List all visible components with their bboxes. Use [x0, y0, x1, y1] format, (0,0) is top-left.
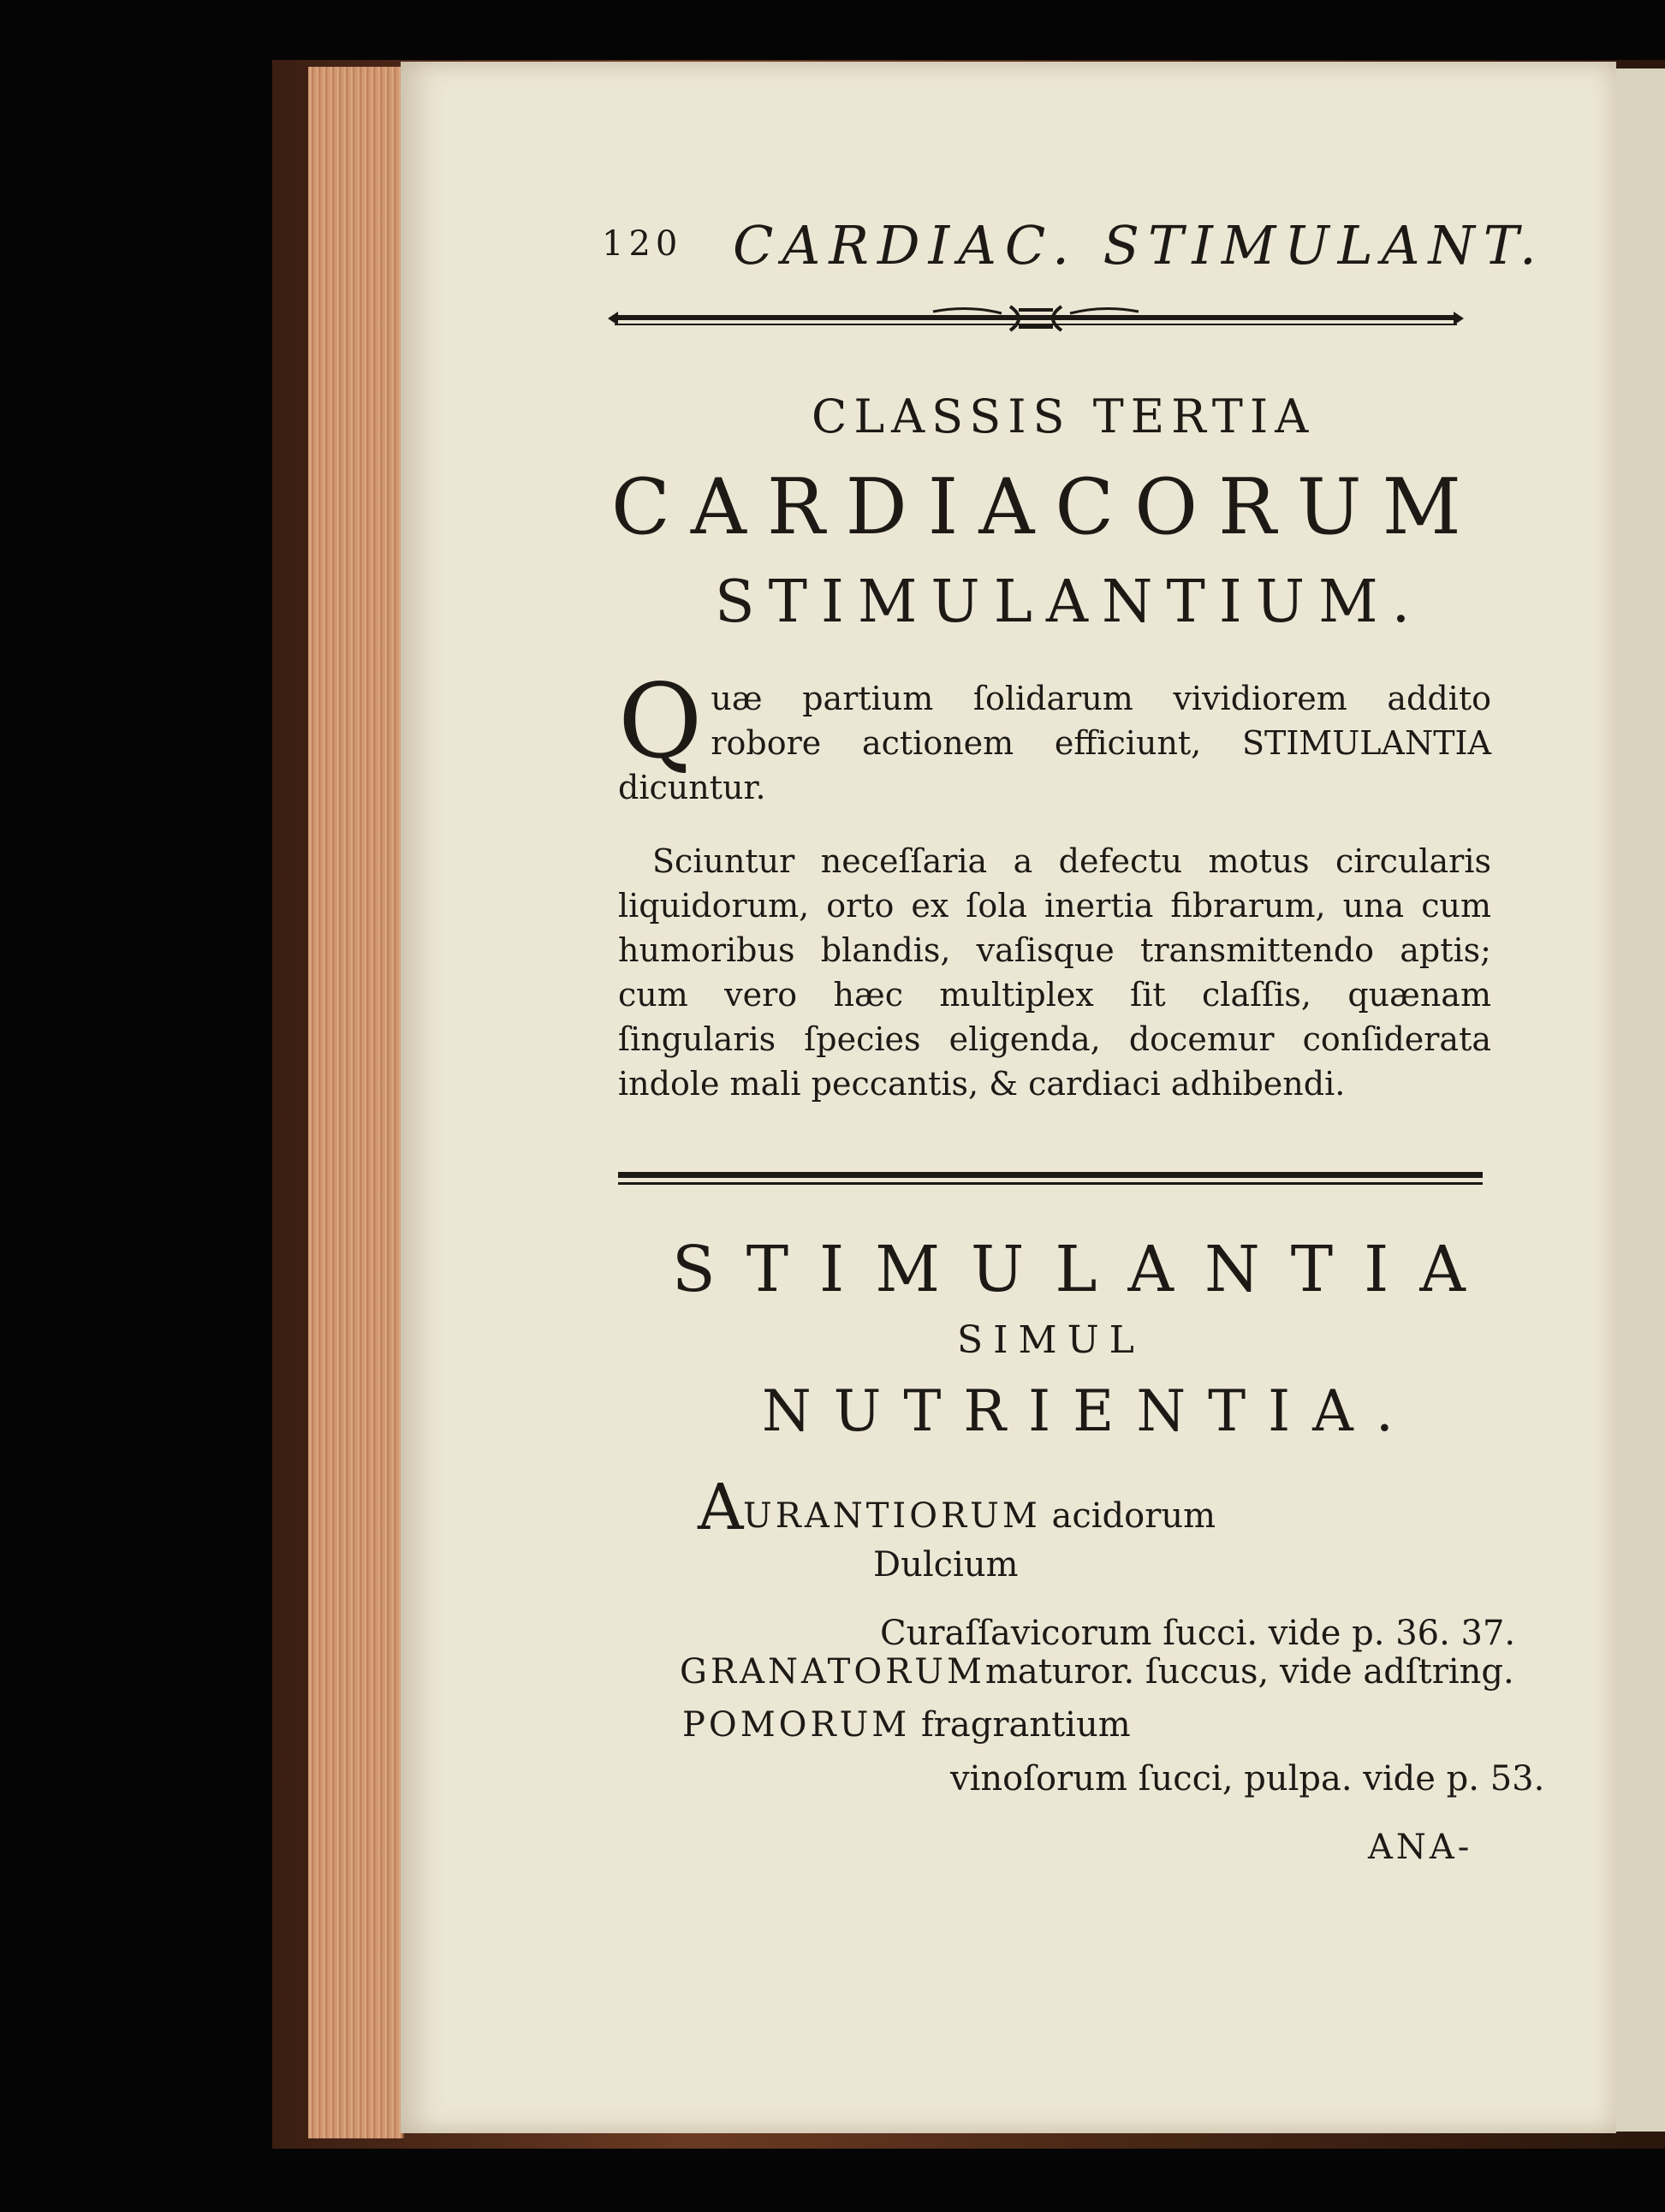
- entry-initial: A: [698, 1471, 744, 1544]
- entry-pomorum-text: fragrantium: [910, 1705, 1131, 1745]
- entry-aurantiorum: [743, 1496, 1216, 1536]
- catchword: ANA-: [1368, 1828, 1473, 1867]
- facing-page-edge: [1609, 68, 1665, 2132]
- class-title: CLASSIS TERTIA: [812, 389, 1316, 443]
- main-title: CARDIACORUM: [611, 462, 1482, 552]
- body-paragraph: Sciuntur neceſſaria a defectu motus circularis liquidorum, orto ex ſola inertia fibrarum, una cum humoribus blandis, vaſisque transmittendo aptis; cum vero hæc multiplex ſit claſſis, quænam ſingularis ſpecies eligenda, docemur conſiderata indole mali peccantis, & cardiaci adhibendi.: [618, 842, 1491, 1103]
- entry-aurantiorum-text: acidorum: [1040, 1496, 1216, 1536]
- entry-granatorum-text: maturor. ſuccus, vide adſtring.: [984, 1652, 1514, 1692]
- double-rule: [618, 1168, 1483, 1189]
- page-edges: [308, 67, 404, 2138]
- entry-dulcium: Dulcium: [873, 1545, 1019, 1585]
- entry-pomorum-caps: POMORUM: [682, 1705, 911, 1745]
- entry-vinosorum: vinoſorum ſucci, pulpa. vide p. 53.: [950, 1759, 1545, 1799]
- entry-granatorum: [680, 1652, 1514, 1692]
- section-subtitle: NUTRIENTIA.: [762, 1378, 1416, 1444]
- sub-title: STIMULANTIUM.: [715, 568, 1424, 636]
- section-title: STIMULANTIA: [672, 1233, 1496, 1306]
- entry-granatorum-caps: GRANATORUM: [680, 1652, 985, 1692]
- section-simul: SIMUL: [957, 1318, 1145, 1362]
- entry-pomorum: [682, 1705, 1131, 1745]
- intro-paragraph: [618, 663, 1491, 810]
- intro-text: uæ partium ſolidarum vividiorem addito robore actionem efficiunt, STIMULANTIA dicuntur.: [618, 680, 1491, 806]
- entry-aurantiorum-caps: URANTIORUM: [743, 1496, 1041, 1536]
- entry-curassavicorum: Curaſſavicorum ſucci. vide p. 36. 37.: [880, 1614, 1516, 1653]
- ornament-rule: [608, 301, 1464, 336]
- page-number: 120: [602, 224, 683, 264]
- drop-cap: Q: [618, 663, 703, 782]
- running-head: CARDIAC. STIMULANT.: [733, 214, 1545, 276]
